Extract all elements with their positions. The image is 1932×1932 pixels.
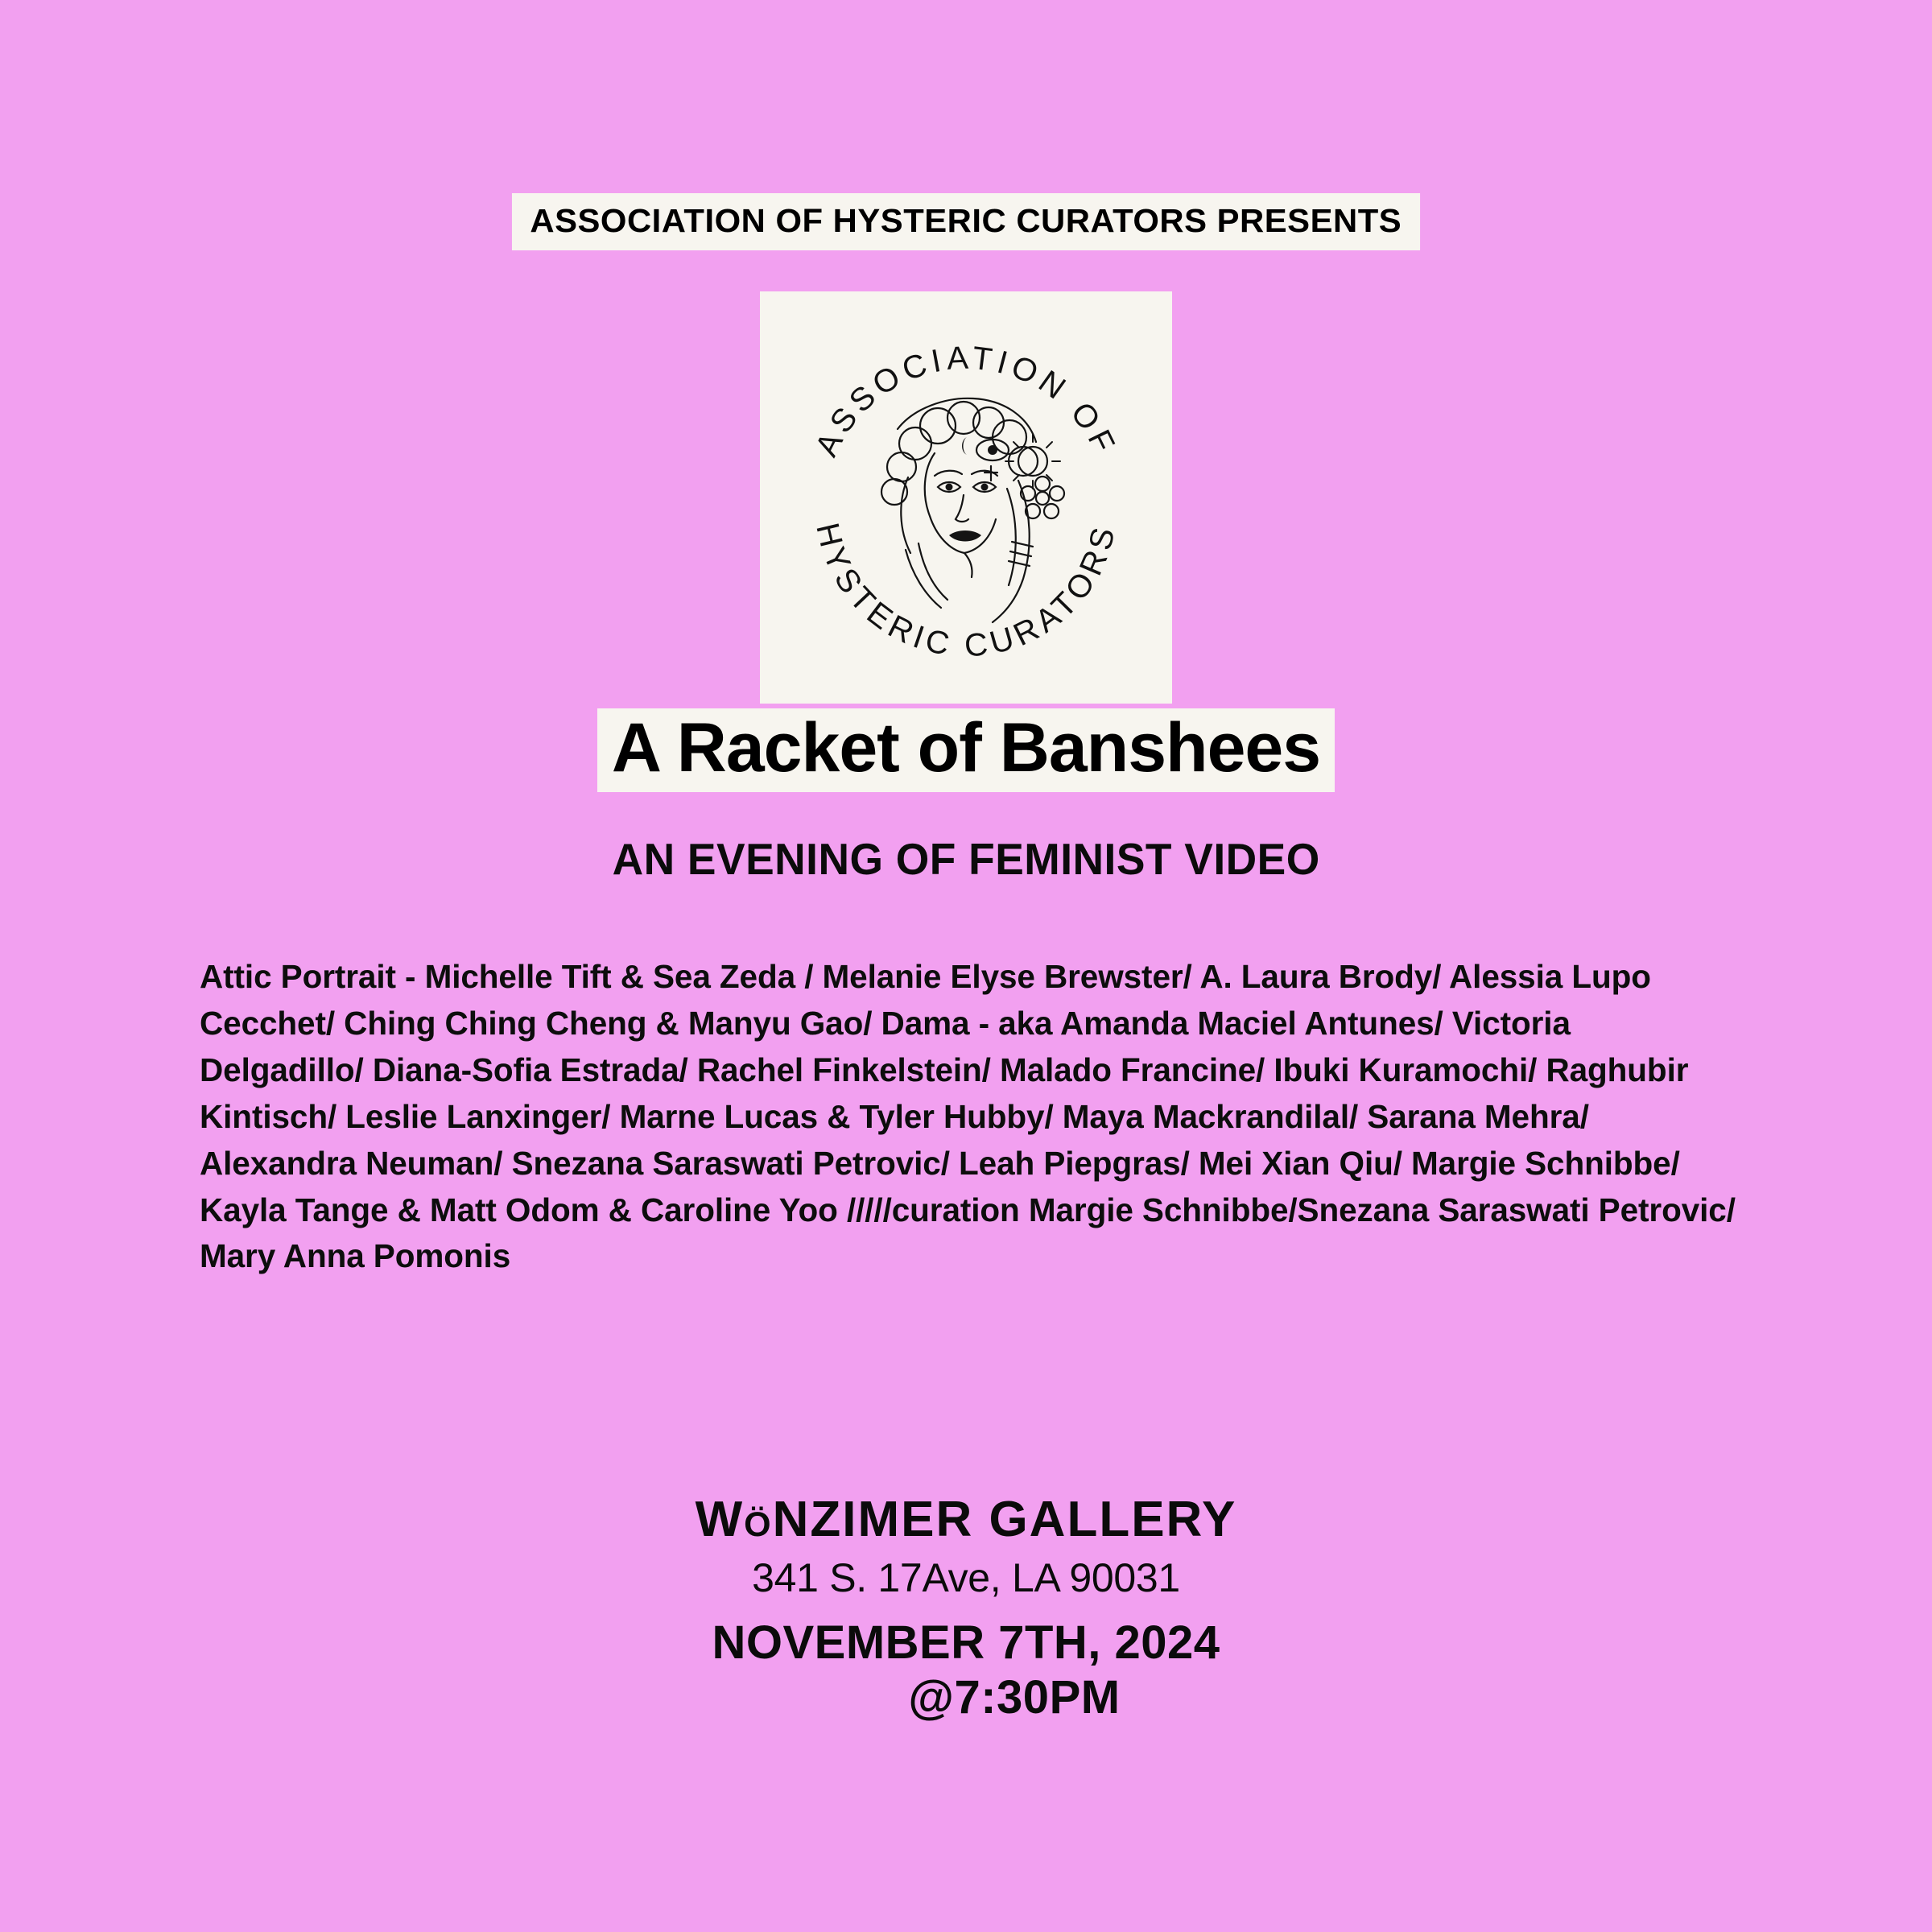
event-time: @7:30PM <box>908 1670 1121 1724</box>
presenter-banner: ASSOCIATION OF HYSTERIC CURATORS PRESENTS <box>512 193 1420 250</box>
hysteric-curators-logo <box>760 291 1172 704</box>
artist-list: Attic Portrait - Michelle Tift & Sea Zeda / Melanie Elyse Brewster/ A. Laura Brody/ Alessia Lupo Cecchet/ Ching Ching Cheng & Manyu Gao/ Dama - aka Amanda Maciel Antunes/ Victoria Delgadillo/ Diana-Sofia Estrada/ Rachel Finkelstein/ Malado Francine/ Ibuki Kuramochi/ Raghubir Kintisch/ Leslie Lanxinger/ Marne Lucas & Tyler Hubby/ Maya Mackrandilal/ Sarana Mehra/ Alexandra Neuman/ Snezana Saraswati Petrovic/ Leah Piepgras/ Mei Xian Qiu/ Margie Schnibbe/ Kayla Tange & Matt Odom & Caroline Yoo /////curation Margie Schnibbe/Snezana Saraswati Petrovic/ Mary Anna Pomonis <box>200 958 1736 1275</box>
venue-address: 341 S. 17Ave, LA 90031 <box>752 1555 1180 1601</box>
poster-subtitle-container <box>0 833 1932 885</box>
venue-name: WöNZIMER GALLERY <box>695 1492 1237 1547</box>
venue-block <box>0 1493 1932 1724</box>
poster-title-container <box>0 708 1932 792</box>
svg-text:HYSTERIC CURATORS: HYSTERIC CURATORS <box>809 519 1123 664</box>
svg-text:ASSOCIATION OF: ASSOCIATION OF <box>808 340 1124 462</box>
presenter-banner-container <box>0 193 1932 250</box>
page-subtitle: AN EVENING OF FEMINIST VIDEO <box>612 834 1320 884</box>
event-date: NOVEMBER 7TH, 2024 <box>712 1616 1220 1670</box>
page-title: A Racket of Banshees <box>597 708 1335 792</box>
